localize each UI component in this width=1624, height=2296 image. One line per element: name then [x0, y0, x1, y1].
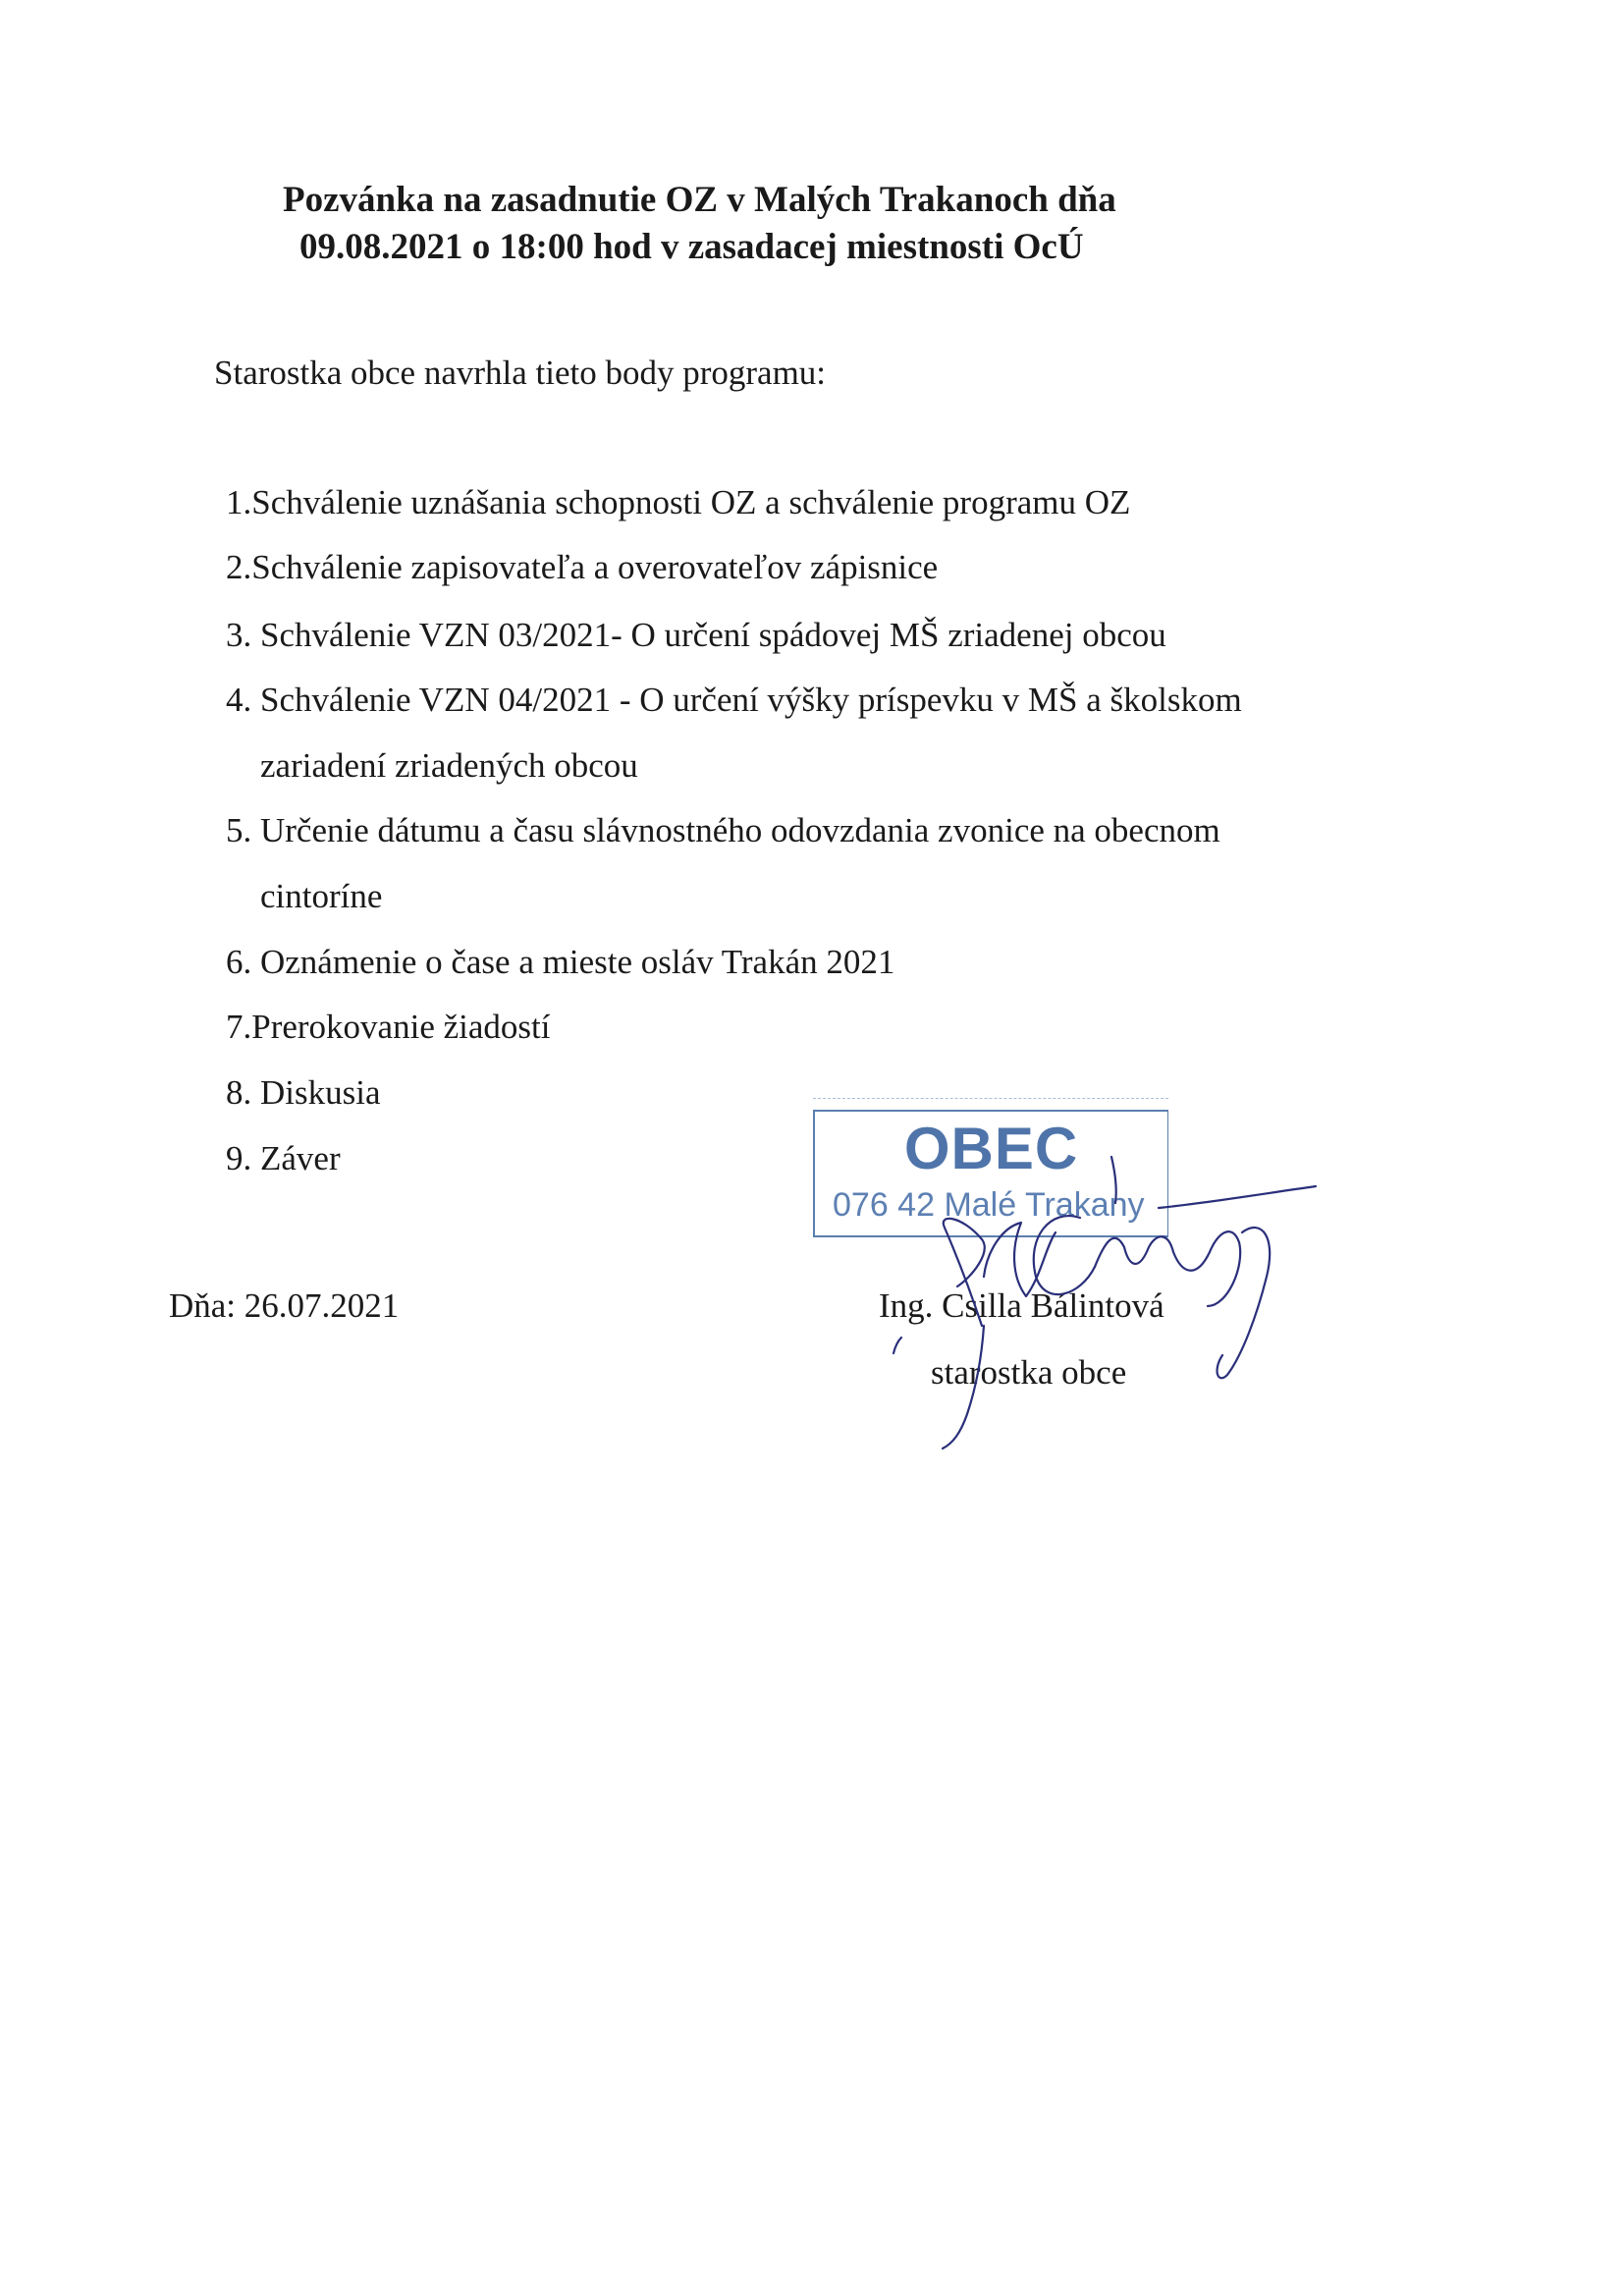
- intro-text: Starostka obce navrhla tieto body programu:: [214, 354, 827, 392]
- agenda-item-3: 3. Schválenie VZN 03/2021- O určení spádovej MŠ zriadenej obcou: [226, 616, 1166, 654]
- agenda-item-4-continuation: zariadení zriadených obcou: [260, 746, 638, 785]
- agenda-item-9: 9. Záver: [226, 1139, 341, 1177]
- title-line-2: 09.08.2021 o 18:00 hod v zasadacej miestnosti OcÚ: [299, 227, 1084, 267]
- stamp-title: OBEC: [903, 1116, 1079, 1181]
- agenda-item-2: 2.Schválenie zapisovateľa a overovateľov zápisnice: [226, 548, 939, 586]
- agenda-item-4: 4. Schválenie VZN 04/2021 - O určení výšky príspevku v MŠ a školskom: [226, 681, 1242, 719]
- official-stamp: [813, 1110, 1168, 1237]
- agenda-item-5-continuation: cintoríne: [260, 877, 383, 915]
- stamp-address: 076 42 Malé Trakany: [833, 1186, 1145, 1224]
- agenda-item-5: 5. Určenie dátumu a času slávnostného odovzdania zvonice na obecnom: [226, 811, 1220, 849]
- signatory-name: Ing. Csilla Bálintová: [879, 1286, 1164, 1325]
- agenda-item-8: 8. Diskusia: [226, 1073, 381, 1112]
- title-line-1: Pozvánka na zasadnutie OZ v Malých Trakanoch dňa: [283, 180, 1116, 220]
- document-date: Dňa: 26.07.2021: [169, 1286, 400, 1325]
- agenda-item-6: 6. Oznámenie o čase a mieste osláv Trakán 2021: [226, 943, 895, 981]
- signatory-role: starostka obce: [931, 1353, 1127, 1392]
- agenda-item-1: 1.Schválenie uznášania schopnosti OZ a schválenie programu OZ: [226, 483, 1131, 521]
- stamp-guide-line: [813, 1098, 1168, 1099]
- agenda-item-7: 7.Prerokovanie žiadostí: [226, 1008, 551, 1046]
